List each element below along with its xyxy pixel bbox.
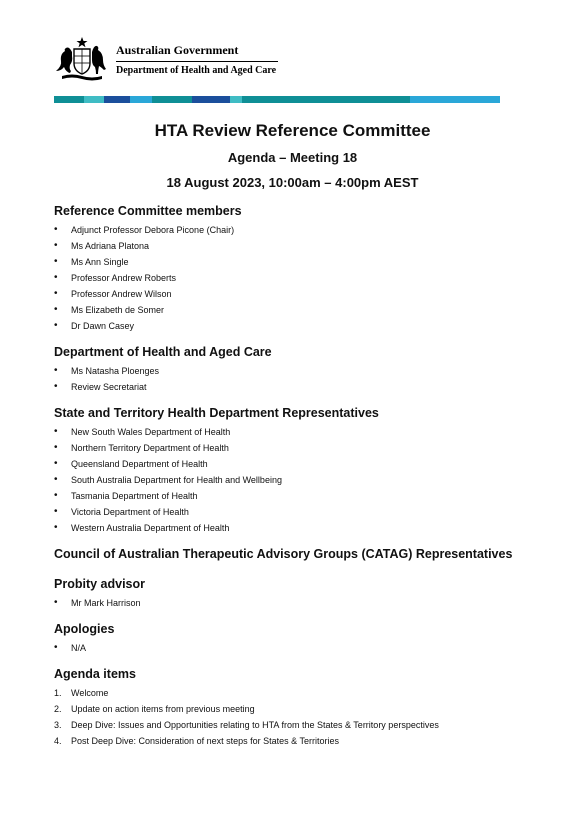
- list-item: • Northern Territory Department of Health: [54, 440, 534, 456]
- list-item: • Queensland Department of Health: [54, 456, 534, 472]
- agenda-item-number: 1.: [54, 688, 62, 698]
- band-segment: [104, 96, 130, 103]
- agenda-item: [54, 701, 534, 717]
- band-segment: [54, 96, 84, 103]
- list-item: • Professor Andrew Roberts: [54, 270, 534, 286]
- agenda-item: [54, 717, 534, 733]
- band-segment: [192, 96, 230, 103]
- list-item: • Victoria Department of Health: [54, 504, 534, 520]
- agenda-item-text: Post Deep Dive: Consideration of next steps for States & Territories: [71, 736, 339, 746]
- agenda-item: [54, 685, 534, 701]
- section-agenda-items: [54, 665, 534, 749]
- band-segment: [242, 96, 410, 103]
- list-item: • Western Australia Department of Health: [54, 520, 534, 536]
- government-name: Australian Government: [116, 43, 278, 62]
- attendee-list: [54, 363, 534, 395]
- department-name: Department of Health and Aged Care: [116, 64, 277, 76]
- document-subtitle: Agenda – Meeting 18: [227, 150, 358, 165]
- section-heading: State and Territory Health Department Representatives: [54, 406, 379, 420]
- agenda-item-number: 4.: [54, 736, 62, 746]
- list-item: • Review Secretariat: [54, 379, 534, 395]
- agenda-list: [54, 685, 534, 749]
- section-heading: Probity advisor: [54, 577, 145, 591]
- list-item: • Mr Mark Harrison: [54, 595, 534, 611]
- section-heading: Reference Committee members: [54, 204, 242, 218]
- attendee-list: [54, 222, 534, 334]
- section-state-territory: [54, 404, 534, 536]
- section-probity: [54, 575, 534, 611]
- government-header: [54, 36, 278, 82]
- section-reference-committee: [54, 202, 534, 334]
- section-heading: Agenda items: [54, 667, 136, 681]
- band-segment: [84, 96, 104, 103]
- list-item: • Ms Ann Single: [54, 254, 534, 270]
- list-item: • Dr Dawn Casey: [54, 318, 534, 334]
- agenda-item-text: Welcome: [71, 688, 109, 698]
- list-item: • New South Wales Department of Health: [54, 424, 534, 440]
- band-segment: [152, 96, 192, 103]
- decorative-color-band: [54, 96, 500, 103]
- list-item: • South Australia Department for Health and Wellbeing: [54, 472, 534, 488]
- section-catag: [54, 545, 534, 563]
- meeting-datetime: 18 August 2023, 10:00am – 4:00pm AEST: [166, 175, 419, 190]
- agenda-item-number: 3.: [54, 720, 62, 730]
- section-heading: Apologies: [54, 622, 115, 636]
- agenda-item-number: 2.: [54, 704, 62, 714]
- band-segment: [230, 96, 242, 103]
- band-segment: [410, 96, 500, 103]
- section-heading: Council of Australian Therapeutic Advisory Groups (CATAG) Representatives: [54, 547, 513, 561]
- attendee-list: [54, 424, 534, 536]
- agenda-item-text: Deep Dive: Issues and Opportunities relating to HTA from the States & Territory perspectives: [71, 720, 439, 730]
- agenda-content: [54, 202, 534, 758]
- section-apologies: [54, 620, 534, 656]
- list-item: • Ms Natasha Ploenges: [54, 363, 534, 379]
- attendee-list: [54, 595, 534, 611]
- coat-of-arms-icon: [54, 36, 110, 82]
- list-item: • Adjunct Professor Debora Picone (Chair): [54, 222, 534, 238]
- list-item: • Ms Elizabeth de Somer: [54, 302, 534, 318]
- list-item: • Professor Andrew Wilson: [54, 286, 534, 302]
- section-department: [54, 343, 534, 395]
- section-heading: Department of Health and Aged Care: [54, 345, 272, 359]
- attendee-list: [54, 640, 534, 656]
- list-item: • N/A: [54, 640, 534, 656]
- government-name-block: [116, 43, 278, 76]
- document-title: HTA Review Reference Committee: [154, 121, 431, 140]
- list-item: • Tasmania Department of Health: [54, 488, 534, 504]
- list-item: • Ms Adriana Platona: [54, 238, 534, 254]
- agenda-item-text: Update on action items from previous meeting: [71, 704, 255, 714]
- band-segment: [130, 96, 152, 103]
- agenda-item: [54, 733, 534, 749]
